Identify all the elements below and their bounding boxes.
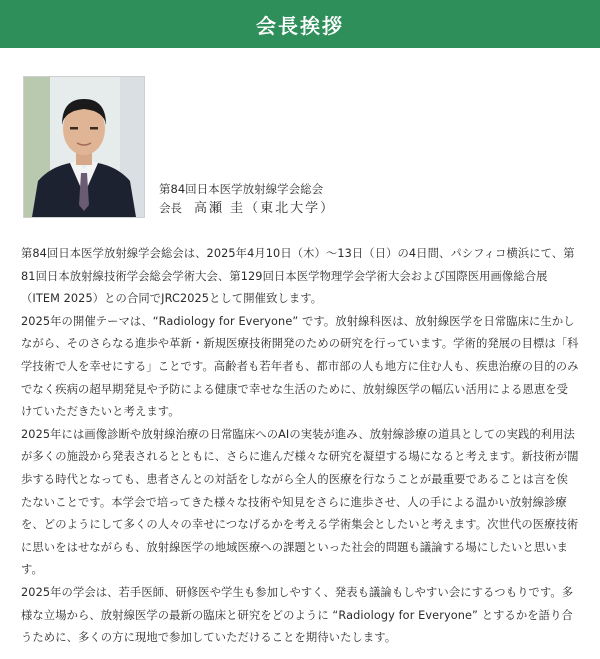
page-title: 会長挨拶 (256, 13, 344, 38)
event-name: 第84回日本医学放射線学会総会 (159, 182, 324, 196)
page-header (0, 0, 600, 48)
president-caption (159, 180, 335, 218)
portrait-photo-icon (24, 77, 144, 217)
president-profile (0, 76, 600, 226)
president-photo (23, 76, 145, 218)
president-name: 高瀬 圭（東北大学） (194, 201, 336, 216)
message-paragraph: 2025年の開催テーマは、“Radiology for Everyone” です。放射線科医は、放射線医学を日常臨床に生かしながら、そのさらなる進歩や革新・新規医療技術開発のための研究を行っています。学術的発展の目標は「科学技術で人を幸せにする」ことです。高齢者も若年者も、都市部の人も地方に住む人も、疾患治療の目的のみでなく疾病の超早期発見や予防による健康で幸せな生活のために、放射線医学の幅広い活用による恩恵を受けていただきたいと考えます。 (21, 314, 579, 419)
president-role: 会長 (159, 201, 182, 215)
message-paragraph: 2025年の学会は、若手医師、研修医や学生も参加しやすく、発表も議論もしやすい会にするつもりです。多様な立場から、放射線医学の最新の臨床と研究をどのように “Radiology for Everyone” とするかを語り合うために、多くの方に現地で参加していただけることを期待いたします。 (21, 585, 574, 645)
message-paragraph: 2025年には画像診断や放射線治療の日常臨床へのAIの実装が進み、放射線診療の道具としての実践的利用法が多くの施設から発表されるとともに、さらに進んだ様々な研究を凝望する場になると考えます。新技術が闊歩する時代となっても、患者さんとの対話をしながら全人的医療を行なうことが最重要であることは言を俟たないことです。本学会で培ってきた様々な技術や知見をさらに進歩させ、人の手による温かい放射線診療を、どのようにして多くの人々の幸せにつなげるかを考える学術集会としたいと考えます。次世代の医療技術に思いをはせながらも、放射線医学の地域医療への課題といった社会的問題も議論する場にしたいと思います。 (21, 427, 579, 577)
greeting-message (21, 243, 579, 650)
president-name-line (159, 199, 335, 218)
message-paragraph: 第84回日本医学放射線学会総会は、2025年4月10日（木）～13日（日）の4日間、パシフィコ横浜にて、第81回日本放射線技術学会総会学術大会、第129回日本医学物理学会学術大会および国際医用画像総合展（ITEM 2025）との合同でJRC2025として開催致します。 (21, 247, 575, 306)
